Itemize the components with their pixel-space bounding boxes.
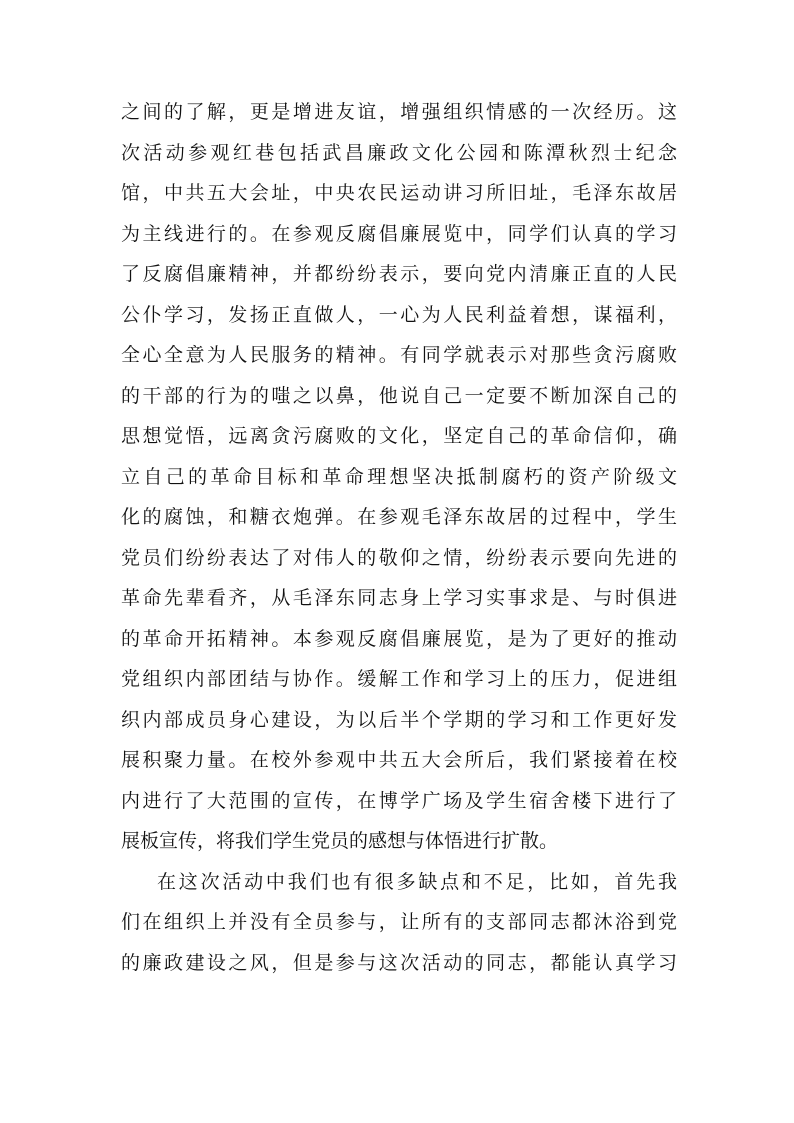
paragraph-1-line: 展积聚力量。在校外参观中共五大会所后，我们紧接着在校 (121, 749, 677, 771)
paragraph-2 (121, 862, 677, 984)
paragraph-1-line: 党组织内部团结与协作。缓解工作和学习上的压力，促进组 (121, 668, 677, 690)
paragraph-1-line: 了反腐倡廉精神，并都纷纷表示，要向党内清廉正直的人民 (121, 263, 677, 285)
paragraph-1-line: 思想觉悟，远离贪污腐败的文化，坚定自己的革命信仰，确 (121, 425, 677, 447)
paragraph-1-line: 公仆学习，发扬正直做人，一心为人民利益着想，谋福利， (121, 303, 677, 326)
paragraph-1-line: 内进行了大范围的宣传，在博学广场及学生宿舍楼下进行了 (121, 789, 677, 812)
paragraph-2-first-line: 在这次活动中我们也有很多缺点和不足，比如，首先我 (157, 870, 677, 893)
paragraph-1 (121, 92, 677, 862)
paragraph-1-last-line: 展板宣传，将我们学生党员的感想与体悟进行扩散。 (121, 830, 559, 852)
paragraph-1-line: 的干部的行为的嗤之以鼻，他说自己一定要不断加深自己的 (121, 384, 677, 407)
paragraph-1-line: 织内部成员身心建设，为以后半个学期的学习和工作更好发 (121, 708, 677, 731)
paragraph-1-line: 之间的了解，更是增进友谊，增强组织情感的一次经历。这 (121, 101, 677, 123)
paragraph-1-line: 化的腐蚀，和糖衣炮弹。在参观毛泽东故居的过程中，学生 (121, 506, 677, 528)
paragraph-1-line: 次活动参观红巷包括武昌廉政文化公园和陈潭秋烈士纪念 (121, 141, 677, 164)
paragraph-2-line: 的廉政建设之风，但是参与这次活动的同志，都能认真学习 (121, 951, 677, 974)
paragraph-1-line: 为主线进行的。在参观反腐倡廉展览中，同学们认真的学习 (121, 222, 677, 245)
paragraph-2-line: 们在组织上并没有全员参与，让所有的支部同志都沐浴到党 (121, 911, 677, 933)
paragraph-1-line: 党员们纷纷表达了对伟人的敬仰之情，纷纷表示要向先进的 (121, 546, 677, 569)
paragraph-1-line: 革命先辈看齐，从毛泽东同志身上学习实事求是、与时俱进 (121, 587, 677, 609)
paragraph-1-line: 立自己的革命目标和革命理想坚决抵制腐朽的资产阶级文 (121, 465, 677, 488)
paragraph-1-line: 全心全意为人民服务的精神。有同学就表示对那些贪污腐败 (121, 344, 677, 366)
document-body (121, 92, 677, 983)
paragraph-1-line: 的革命开拓精神。本参观反腐倡廉展览，是为了更好的推动 (121, 627, 677, 650)
paragraph-1-line: 馆，中共五大会址，中央农民运动讲习所旧址，毛泽东故居 (121, 182, 677, 204)
